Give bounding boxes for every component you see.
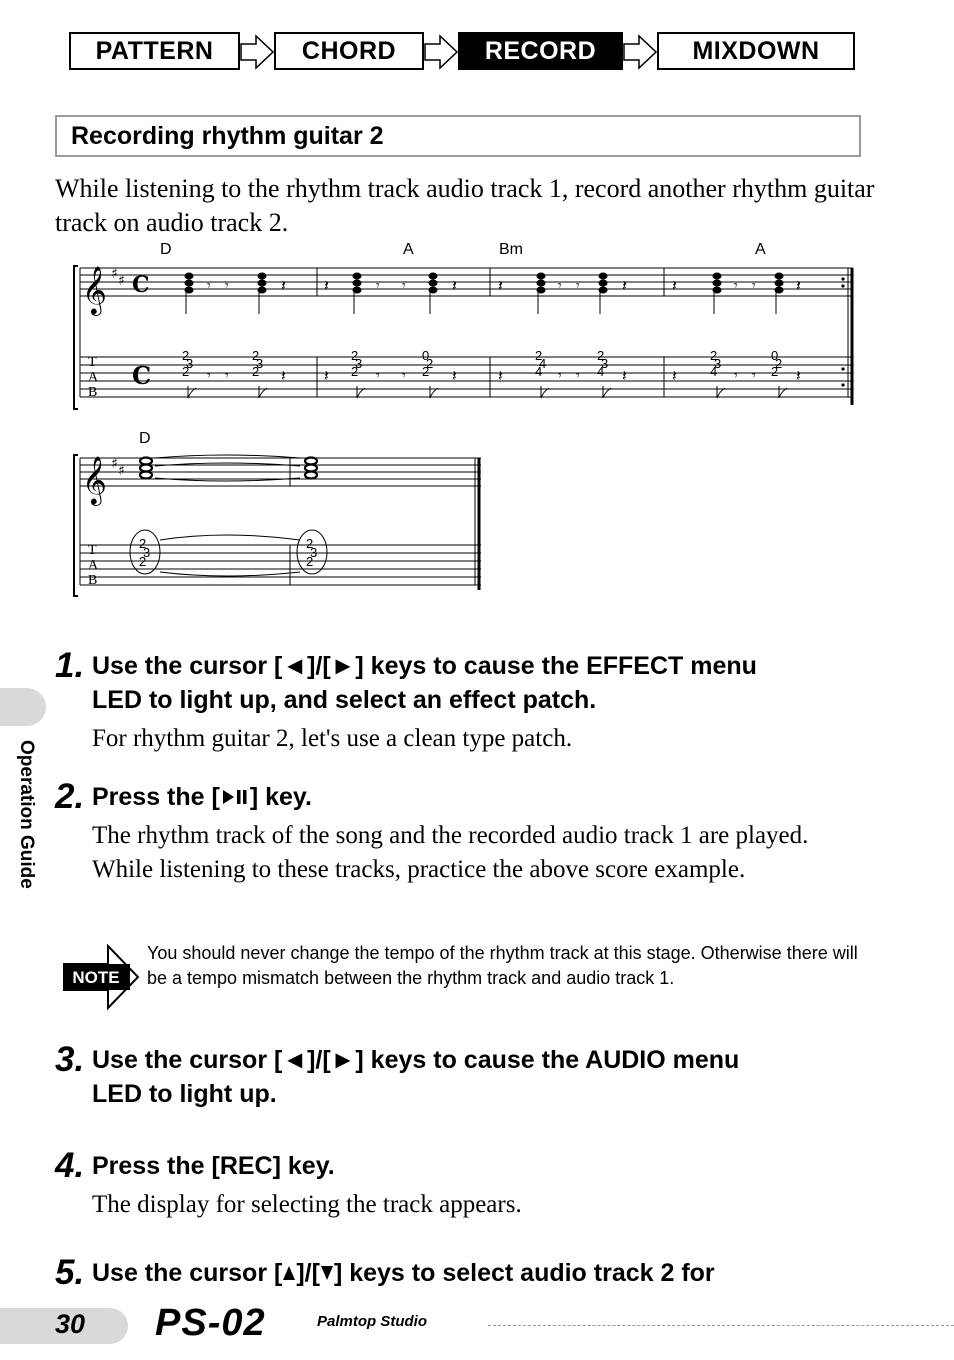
svg-text:♯: ♯ [118,463,125,479]
svg-text:𝄾: 𝄾 [207,368,211,384]
svg-text:𝄽: 𝄽 [452,366,457,385]
step-heading: Use the cursor [◄]/[►] keys to cause the AUDIO menu LED to light up. [92,1046,740,1108]
whole-note-chord [305,458,317,479]
flow-step-pattern: PATTERN [69,32,240,70]
svg-text:𝄽: 𝄽 [796,276,801,295]
sidebar-label: Operation Guide [16,740,37,889]
svg-text:𝄽: 𝄽 [498,366,503,385]
svg-text:C: C [132,272,150,298]
svg-text:C: C [132,361,152,390]
svg-text:𝄽: 𝄽 [498,276,503,295]
brand-subtitle: Palmtop Studio [317,1313,427,1330]
step-number: 3. [55,1040,85,1079]
step-number: 1. [55,646,85,685]
svg-text:𝄾: 𝄾 [376,368,380,384]
tab-frets: 2 3 2 [139,536,151,569]
tab-frets: 2 3 2 [306,536,318,569]
step-number: 5. [55,1253,85,1292]
step-heading: Press the [REC] key. [92,1152,335,1180]
svg-text:𝄾: 𝄾 [576,278,580,294]
intro-paragraph: While listening to the rhythm track audio track 1, record another rhythm guitar track on audio track 2. [55,174,875,237]
svg-text:𝄾: 𝄾 [376,278,380,294]
svg-text:𝄽: 𝄽 [672,366,677,385]
footer-divider [488,1325,954,1326]
sidebar-tab [0,688,46,726]
step-body: The display for selecting the track appears. [92,1191,522,1218]
note-chord [775,273,783,314]
svg-text:𝄾: 𝄾 [402,368,406,384]
step-number: 4. [55,1146,85,1185]
tab-frets: 0 2 2 [422,348,434,379]
svg-text:♯: ♯ [111,266,118,282]
svg-text:𝄾: 𝄾 [207,278,211,294]
up-triangle-icon [282,1264,296,1282]
svg-text:𝄾: 𝄾 [734,278,738,294]
svg-text:𝄾: 𝄾 [402,278,406,294]
svg-text:♯: ♯ [111,456,118,472]
note-chord [185,273,193,314]
page-number: 30 [55,1309,86,1339]
step-number: 2. [55,777,85,816]
svg-text:𝄾: 𝄾 [225,368,229,384]
svg-text:𝄽: 𝄽 [324,366,329,385]
tab-frets: 2 3 2 [351,348,363,379]
svg-text:♯: ♯ [118,273,125,289]
tab-label: T A B [88,543,99,588]
svg-text:𝄽: 𝄽 [281,276,286,295]
flow-step-record: RECORD [458,32,623,70]
note-chord [713,273,721,314]
svg-text:𝄾: 𝄾 [752,278,756,294]
chord-symbol: A [403,241,414,258]
chord-symbol: D [139,430,151,447]
tab-frets: 2 3 4 [597,348,609,379]
svg-text:𝄾: 𝄾 [558,278,562,294]
tab-label: T A B [88,355,99,400]
note-chord [599,273,607,314]
svg-text:𝄽: 𝄽 [324,276,329,295]
note-chord [537,273,545,314]
down-triangle-icon [320,1264,334,1282]
step-heading: Press the [ ] key. [92,783,312,811]
treble-clef-icon: 𝄞 [82,265,107,314]
tab-frets: 2 4 4 [535,348,547,379]
note-chord [353,273,361,314]
svg-text:𝄾: 𝄾 [734,368,738,384]
chord-symbol: Bm [499,241,523,258]
note-chord [429,273,437,314]
flow-step-mixdown: MIXDOWN [657,32,855,70]
svg-text:𝄾: 𝄾 [558,368,562,384]
svg-text:𝄽: 𝄽 [796,366,801,385]
svg-text:𝄽: 𝄽 [622,276,627,295]
chord-symbol: D [160,241,172,258]
svg-text:𝄽: 𝄽 [281,366,286,385]
score-notation [0,0,954,620]
treble-clef-icon: 𝄞 [82,455,107,504]
svg-text:𝄽: 𝄽 [622,366,627,385]
svg-text:𝄽: 𝄽 [452,276,457,295]
whole-note-chord [140,458,152,479]
tab-frets: 2 3 2 [252,348,264,379]
svg-text:NOTE: NOTE [72,968,120,987]
flow-step-chord: CHORD [274,32,424,70]
play-pause-icon [220,788,250,806]
svg-text:𝄾: 𝄾 [752,368,756,384]
step-body: The rhythm track of the song and the recorded audio track 1 are played. While listening to these tracks, practice the above score example. [92,822,809,883]
tab-frets: 2 3 2 [182,348,194,379]
note-text: You should never change the tempo of the rhythm track at this stage. Otherwise there will be a tempo mismatch between the rhythm track and audio track 1. [147,943,858,988]
note-chord [258,273,266,314]
svg-text:𝄽: 𝄽 [672,276,677,295]
svg-text:𝄾: 𝄾 [576,368,580,384]
section-title: Recording rhythm guitar 2 [55,115,861,157]
step-body: For rhythm guitar 2, let's use a clean type patch. [92,725,573,752]
tab-frets: 2 3 4 [710,348,722,379]
step-heading: Use the cursor [◄]/[►] keys to cause the EFFECT menu LED to light up, and select an effect patch. [92,652,757,714]
step-heading: Use the cursor [ ]/[ ] keys to select audio track 2 for [92,1259,715,1287]
note-badge-icon [62,944,142,1022]
brand-logo: PS-02 [155,1302,266,1344]
svg-text:𝄾: 𝄾 [225,278,229,294]
tab-frets: 0 2 2 [771,348,783,379]
chord-symbol: A [755,241,766,258]
